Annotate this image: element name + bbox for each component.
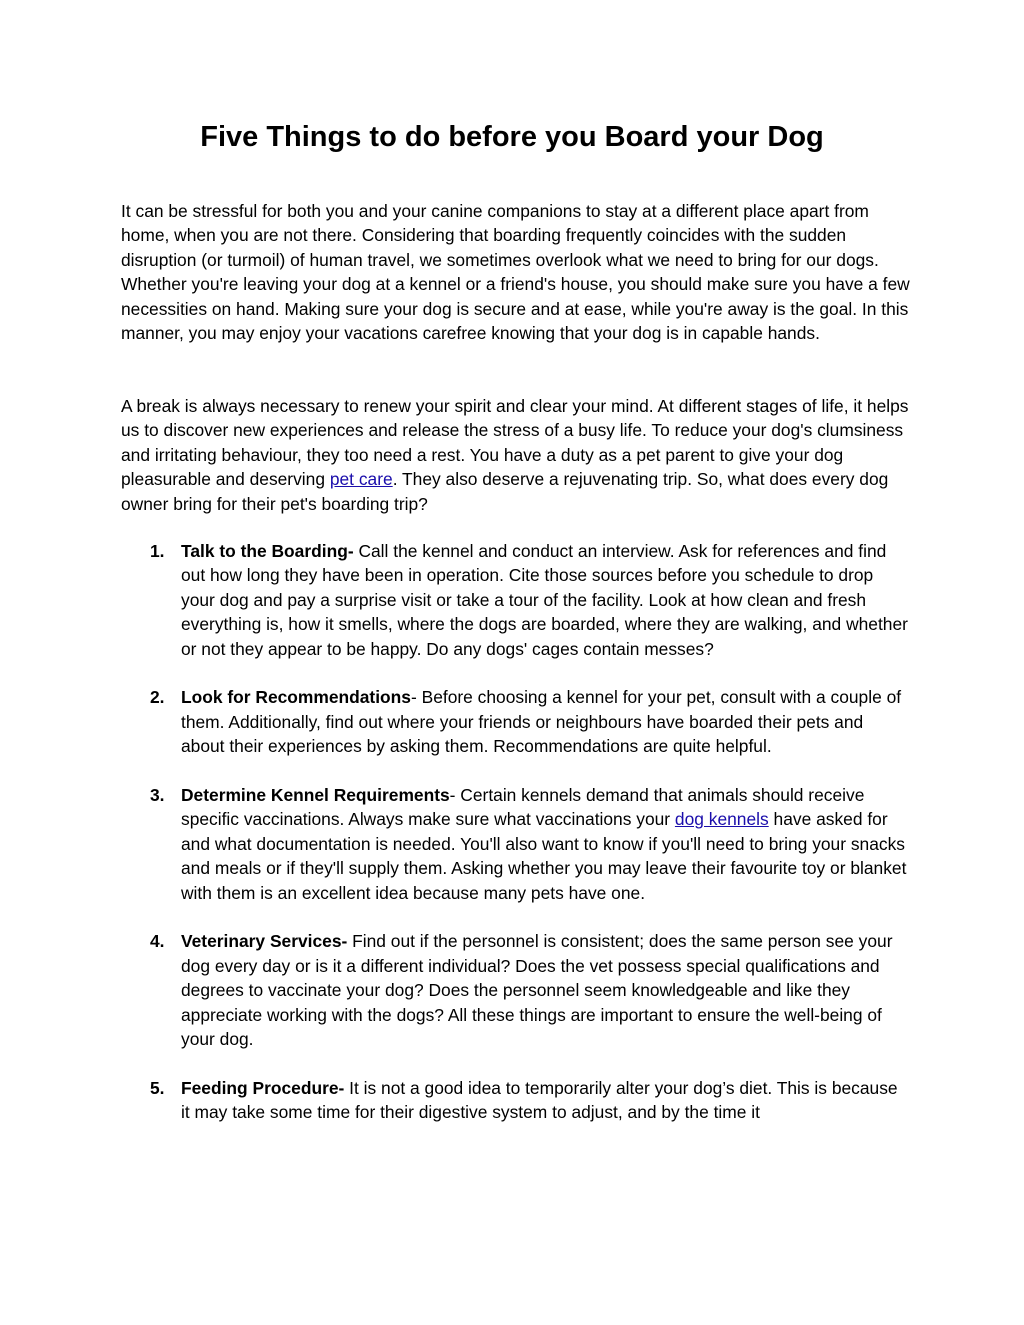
list-item-number: 1. <box>150 541 165 561</box>
list-item-number: 4. <box>150 931 165 952</box>
list-item-number: 3. <box>150 785 165 806</box>
list-item <box>121 539 911 661</box>
list-item <box>121 685 911 758</box>
intro-paragraph: It can be stressful for both you and your canine companions to stay at a different place apart from home, when you are not there. Considering that boarding frequently coincides with the sudden disruption (or turmoil) of human travel, we sometimes overlook what we need to bring for our dogs. Whether you're leaving your dog at a kennel or a friend's house, you should make sure you have a few necessities on hand. Making sure your dog is secure and at ease, while you're away is the goal. In this manner, you may enjoy your vacations carefree knowing that your dog is in capable hands. <box>121 201 910 344</box>
list-item-heading: Veterinary Services- <box>181 931 348 952</box>
list-item-text: Call the kennel and conduct an interview. Ask for references and find out how long they have been in operation. Cite those sources before you schedule to drop your dog and pay a surprise visit or take a tour of the facility. Look at how clean and fresh everything is, how it smells, where the dogs are boarded, where they are walking, and whether or not they appear to be happy. Do any dogs' cages contain messes? <box>181 541 908 659</box>
tips-list <box>121 539 911 1149</box>
list-item-text: - Before choosing a kennel for your pet, consult with a couple of them. Additionally, find out where your friends or neighbours have boarded their pets and about their experiences by asking them. Recommendations are quite helpful. <box>181 687 902 757</box>
pet-care-link[interactable]: pet care <box>329 469 393 490</box>
list-item-text: Find out if the personnel is consistent; does the same person see your dog every day or is it a different individual? Does the vet possess special qualifications and degrees to vaccinate your dog? Does the personnel seem knowledgeable and like they appreciate working with the dogs? All these things are important to ensure the well-being of your dog. <box>181 931 893 1050</box>
second-paragraph <box>121 394 911 516</box>
list-item-text: It is not a good idea to temporarily alter your dog’s diet. This is because it may take some time for their digestive system to adjust, and by the time it <box>181 1077 898 1123</box>
dog-kennels-link[interactable]: dog kennels <box>674 809 769 830</box>
list-item <box>121 929 911 1051</box>
list-item <box>121 783 911 905</box>
list-item-text: have asked for and what documentation is needed. You'll also want to know if you'll need to bring your snacks and meals or if they'll supply them. Asking whether you may leave their favourite toy or blanket with them is an excellent idea because many pets have one. <box>181 809 907 903</box>
paragraph-text: . They also deserve a rejuvenating trip. So, what does every dog owner bring for their pet's boarding trip? <box>121 469 889 514</box>
list-item-number: 2. <box>150 687 165 708</box>
list-item-heading: Feeding Procedure- <box>181 1077 345 1098</box>
paragraph-text: A break is always necessary to renew your spirit and clear your mind. At different stages of life, it helps us to discover new experiences and release the stress of a busy life. To reduce your dog's clumsiness and irritating behaviour, they too need a rest. You have a duty as a pet parent to give your dog pleasurable and deserving <box>121 396 909 490</box>
list-item-heading: Look for Recommendations <box>181 687 411 708</box>
list-item <box>121 1076 911 1125</box>
list-item-number: 5. <box>150 1077 165 1098</box>
list-item-heading: Talk to the Boarding- <box>181 541 354 561</box>
document-title: Five Things to do before you Board your Dog <box>200 121 824 153</box>
list-item-heading: Determine Kennel Requirements <box>181 785 450 806</box>
list-item-text: - Certain kennels demand that animals should receive specific vaccinations. Always make sure what vaccinations your <box>181 785 865 830</box>
